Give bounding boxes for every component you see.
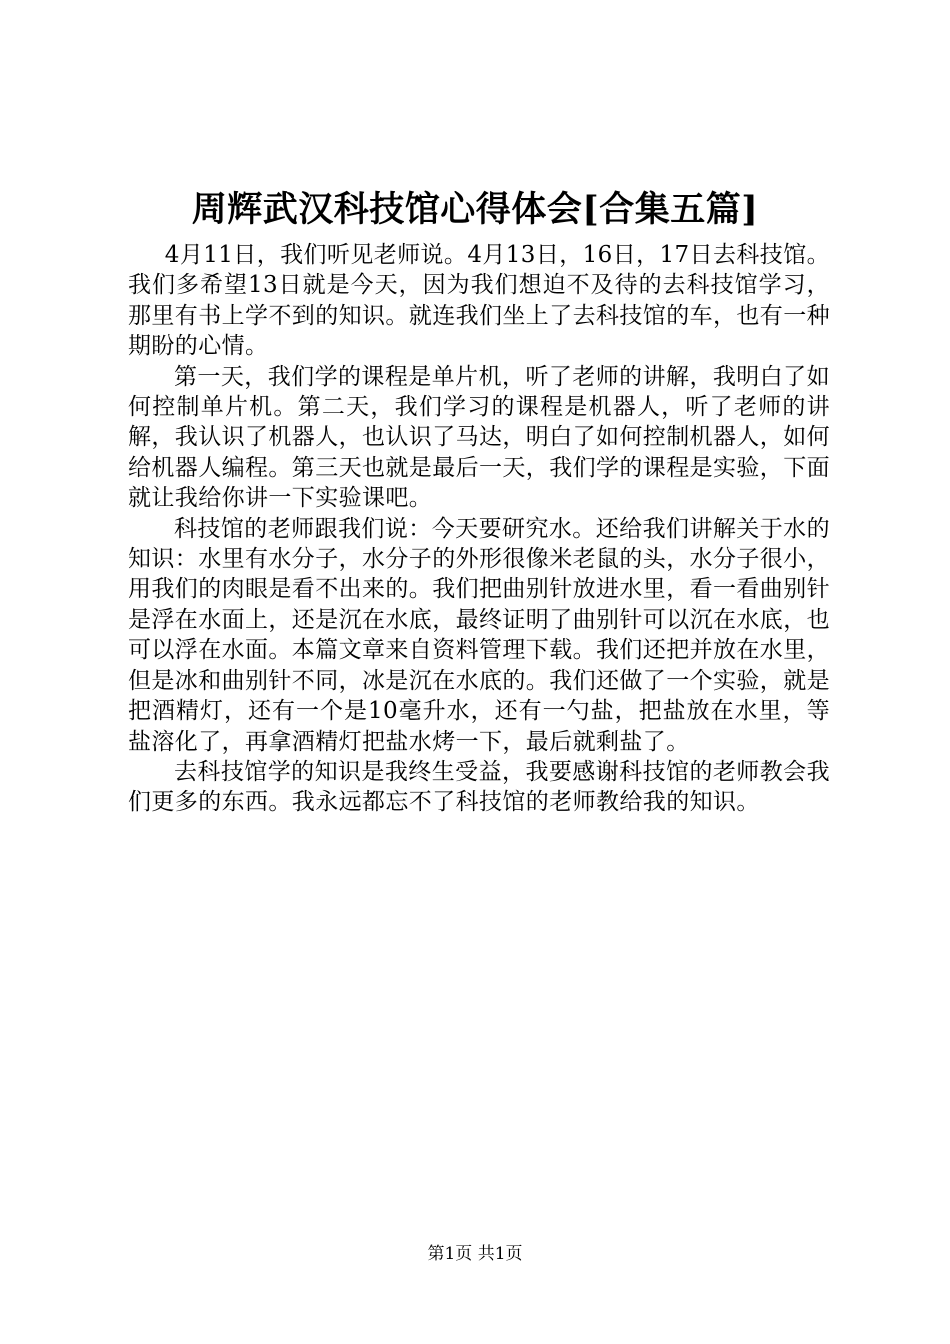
paragraph-2: 第一天，我们学的课程是单片机，听了老师的讲解，我明白了如何控制单片机。第二天，我们学习的课程是机器人，听了老师的讲解，我认识了机器人，也认识了马达，明白了如何控制机器人，如何给机器人编程。第三天也就是最后一天，我们学的课程是实验，下面就让我给你讲一下实验课吧。: [128, 363, 830, 512]
document-body: [128, 240, 830, 818]
paragraph-1: 4月11日，我们听见老师说。4月13日，16日，17日去科技馆。我们多希望13日就是今天，因为我们想迫不及待的去科技馆学习，那里有书上学不到的知识。就连我们坐上了去科技馆的车，也有一种期盼的心情。: [128, 242, 830, 360]
document-title: 周辉武汉科技馆心得体会[合集五篇]: [191, 189, 759, 230]
page-number-footer: 第1页 共1页: [427, 1244, 523, 1264]
paragraph-3: 科技馆的老师跟我们说：今天要研究水。还给我们讲解关于水的知识：水里有水分子，水分子的外形很像米老鼠的头，水分子很小，用我们的肉眼是看不出来的。我们把曲别针放进水里，看一看曲别针是浮在水面上，还是沉在水底，最终证明了曲别针可以沉在水底，也可以浮在水面。本篇文章来自资料管理下载。我们还把并放在水里，但是冰和曲别针不同，冰是沉在水底的。我们还做了一个实验，就是把酒精灯，还有一个是10毫升水，还有一勺盐，把盐放在水里，等盐溶化了，再拿酒精灯把盐水烤一下，最后就剩盐了。: [128, 515, 830, 755]
paragraph-4: 去科技馆学的知识是我终生受益，我要感谢科技馆的老师教会我们更多的东西。我永远都忘不了科技馆的老师教给我的知识。: [128, 758, 830, 816]
